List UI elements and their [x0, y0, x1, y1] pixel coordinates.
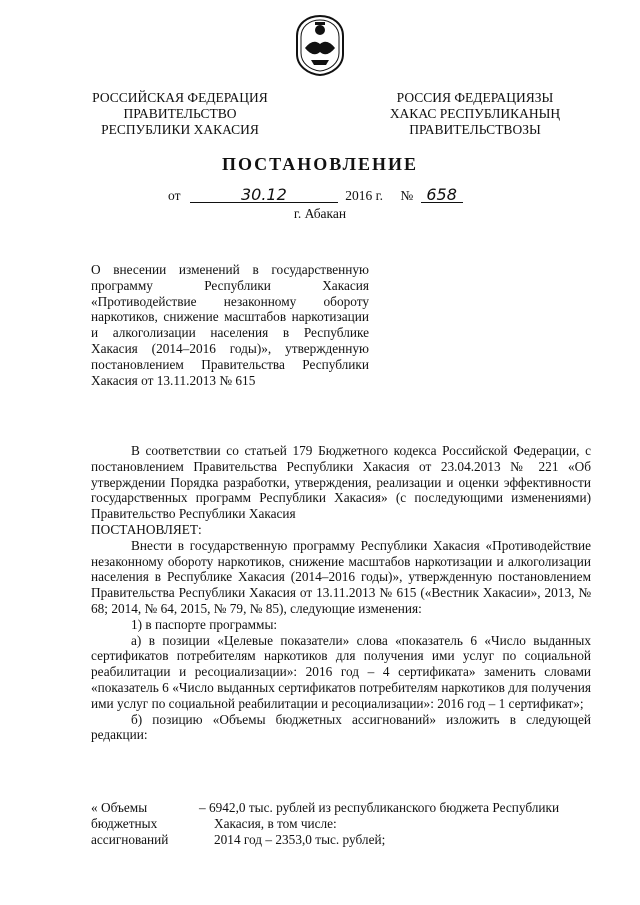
city-label: г. Абакан	[293, 206, 347, 221]
header-left-block	[80, 90, 280, 138]
header-right-line: ПРАВИТЕЛЬСТВОЗЫ	[409, 122, 541, 137]
position-value-line: 6942,0 тыс. рублей из республиканского бюджета Республики	[208, 800, 560, 815]
paragraph: б) позицию «Объемы бюджетных ассигнований» изложить в следующей редакции:	[91, 711, 591, 743]
position-name-line: бюджетных	[91, 815, 158, 831]
paragraph: Внести в государственную программу Республики Хакасия «Противодействие незаконному обороту наркотиков, снижение масштабов наркотизации и алкоголизации населения в Республике Хакасия (2014–2016 годы)», утвержденную постановлением Правительства Республики Хакасия от 13.11.2013 № 615 («Вестник Хакасии», 2013, № 68; 2014, № 64, 2015, № 79, № 85), следующие изменения:	[91, 537, 591, 616]
paragraph-resolves: ПОСТАНОВЛЯЕТ:	[91, 521, 202, 537]
date-handwritten: 30.12	[240, 185, 287, 204]
number-field	[421, 185, 463, 204]
paragraph: В соответствии со статьей 179 Бюджетного кодекса Российской Федерации, с постановлением Правительства Республики Хакасия от 23.04.2013 № 221 «Об утверждении Порядка разработки, утверждения, реализации и оценки эффективности государственных программ Республики Хакасия» (с последующими изменениями) Правительство Республики Хакасия	[91, 443, 591, 522]
header-right-block	[375, 90, 575, 138]
paragraph: 1) в паспорте программы:	[131, 616, 278, 632]
header-left-line: ПРАВИТЕЛЬСТВО	[123, 106, 237, 121]
document-title: ПОСТАНОВЛЕНИЕ	[221, 154, 419, 174]
position-name-line: « Объемы	[91, 800, 148, 815]
header-left-line: РЕСПУБЛИКИ ХАКАСИЯ	[101, 122, 259, 137]
header-right-line: РОССИЯ ФЕДЕРАЦИЯЗЫ	[396, 90, 554, 105]
number-handwritten: 658	[426, 185, 457, 204]
number-prefix: №	[400, 188, 414, 203]
date-number-line	[168, 185, 463, 204]
date-prefix: от	[168, 188, 181, 203]
position-value-line: Хакасия, в том числе:	[214, 815, 337, 831]
position-value-line: 2014 год – 2353,0 тыс. рублей;	[214, 831, 386, 847]
date-field	[190, 185, 338, 204]
header-right-line: ХАКАС РЕСПУБЛИКАНЫҢ	[389, 106, 561, 121]
position-value-cell	[199, 800, 611, 847]
header-left-line: РОССИЙСКАЯ ФЕДЕРАЦИЯ	[92, 90, 268, 105]
position-name-line: ассигнований	[91, 831, 169, 847]
year-label: 2016 г.	[345, 188, 383, 203]
paragraph: а) в позиции «Целевые показатели» слова «показатель 6 «Число выданных сертификатов потребителям наркотиков для получения ими услуг по социальной реабилитации и ресоциализации»: 2016 год – 4 сертификата» заменить словами «показатель 6 «Число выданных сертификатов потребителям наркотиков для получения ими услуг по социальной реабилитации и ресоциализации»: 2016 год – 1 сертификат»;	[91, 632, 591, 711]
dash-separator: –	[199, 800, 206, 815]
coat-of-arms-emblem	[293, 14, 347, 76]
position-name-cell	[91, 800, 191, 847]
subject-block: О внесении изменений в государственную программу Республики Хакасия «Противодействие незаконному обороту наркотиков, снижение масштабов наркотизации и алкоголизации населения в Республике Хакасия (2014–2016 годы)», утвержденную постановлением Правительства Республики Хакасия от 13.11.2013 № 615	[91, 262, 369, 388]
body-text	[91, 443, 591, 743]
